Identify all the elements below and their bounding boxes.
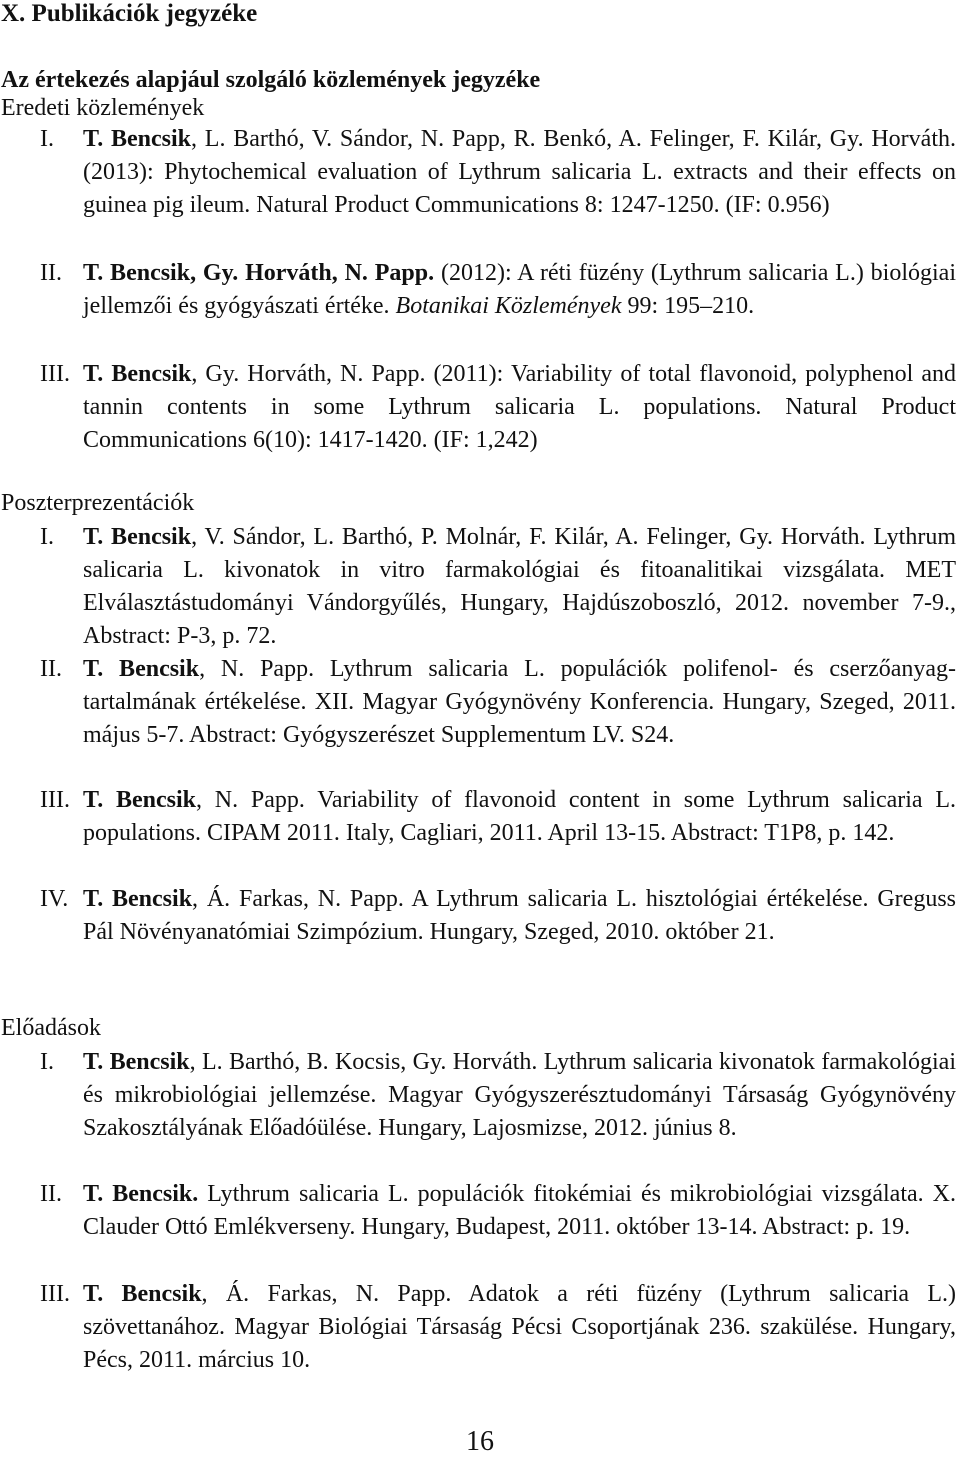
entry-number: I. — [40, 524, 54, 550]
entry-text — [83, 123, 956, 222]
entry-citation: (2012): A réti füzény (Lythrum salicaria L.) biológiai jellemzői és gyógyászati értéke. — [83, 260, 956, 319]
entry-citation-tail: 99: 195–210. — [621, 293, 755, 319]
entry-citation: , V. Sándor, L. Barthó, P. Molnár, F. Kilár, A. Felinger, Gy. Horváth. Lythrum salicaria L. kivonatok in vitro farmakológiai és fitoanalitikai vizsgálata. MET Elválasztástudományi Vándorgyűlés, Hungary, Hajdúszoboszló, 2012. november 7-9., Abstract: P-3, p. 72. — [83, 524, 956, 649]
entry-lead-author: T. Bencsik. — [83, 1181, 199, 1207]
entry-number: III. — [40, 787, 70, 813]
section-heading-posters: Poszterprezentációk — [1, 490, 195, 516]
entry-citation: , N. Papp. Variability of flavonoid content in some Lythrum salicaria L. populations. CIPAM 2011. Italy, Cagliari, 2011. April 13-15. Abstract: T1P8, p. 142. — [83, 787, 956, 846]
journal-name: Botanikai Közlemények — [395, 293, 622, 319]
entry-lead-author: T. Bencsik — [83, 787, 197, 813]
entry-lead-author: T. Bencsik, Gy. Horváth, N. Papp. — [83, 260, 435, 286]
entry-text — [83, 653, 956, 752]
entry-number: I. — [40, 1049, 54, 1075]
entry-number: II. — [40, 260, 62, 286]
entry-text — [83, 358, 956, 457]
entry-number: III. — [40, 1281, 70, 1307]
page-number: 16 — [466, 1426, 494, 1457]
entry-number: II. — [40, 656, 62, 682]
entry-lead-author: T. Bencsik — [83, 524, 192, 550]
entry-lead-author: T. Bencsik — [83, 1049, 190, 1075]
entry-citation: , L. Barthó, B. Kocsis, Gy. Horváth. Lythrum salicaria kivonatok farmakológiai és mikrobiológiai jellemzése. Magyar Gyógyszerésztudományi Társaság Gyógynövény Szakosztályának Előadóülése. Hungary, Lajosmizse, 2012. június 8. — [83, 1049, 956, 1141]
entry-text — [83, 257, 956, 323]
entry-lead-author: T. Bencsik — [83, 656, 200, 682]
section-heading-original: Eredeti közlemények — [1, 95, 205, 121]
publication-list-heading: Az értekezés alapjául szolgáló közlemények jegyzéke — [1, 67, 541, 93]
entry-text — [83, 521, 956, 653]
entry-citation: , Á. Farkas, N. Papp. Adatok a réti füzény (Lythrum salicaria L.) szövettanához. Magyar Biológiai Társaság Pécsi Csoportjának 236. szakülése. Hungary, Pécs, 2011. március 10. — [83, 1281, 956, 1373]
entry-citation: , N. Papp. Lythrum salicaria L. populációk polifenol- és cserzőanyag-tartalmának értékelése. XII. Magyar Gyógynövény Konferencia. Hungary, Szeged, 2011. május 5-7. Abstract: Gyógyszerészet Supplementum LV. S24. — [83, 656, 956, 748]
entry-text — [83, 883, 956, 949]
entry-lead-author: T. Bencsik — [83, 886, 193, 912]
section-heading-talks: Előadások — [1, 1015, 101, 1041]
entry-text — [83, 1178, 956, 1244]
entry-citation: , Á. Farkas, N. Papp. A Lythrum salicaria L. hisztológiai értékelése. Greguss Pál Növényanatómiai Szimpózium. Hungary, Szeged, 2010. október 21. — [83, 886, 956, 945]
entry-text — [83, 1046, 956, 1145]
entry-text — [83, 784, 956, 850]
entry-lead-author: T. Bencsik — [83, 361, 192, 387]
entry-number: III. — [40, 361, 70, 387]
entry-citation: , L. Barthó, V. Sándor, N. Papp, R. Benkó, A. Felinger, F. Kilár, Gy. Horváth. (2013): Phytochemical evaluation of Lythrum salicaria L. extracts and their effects on guinea pig ileum. Natural Product Communications 8: 1247-1250. (IF: 0.956) — [83, 126, 956, 218]
entry-lead-author: T. Bencsik — [83, 1281, 202, 1307]
entry-text — [83, 1278, 956, 1377]
entry-number: IV. — [40, 886, 69, 912]
entry-citation: Lythrum salicaria L. populációk fitokémiai és mikrobiológiai vizsgálata. X. Clauder Ottó Emlékverseny. Hungary, Budapest, 2011. október 13-14. Abstract: p. 19. — [83, 1181, 956, 1240]
entry-number: I. — [40, 126, 54, 152]
entry-lead-author: T. Bencsik — [83, 126, 192, 152]
chapter-title: X. Publikációk jegyzéke — [1, 0, 258, 27]
entry-number: II. — [40, 1181, 62, 1207]
entry-citation: , Gy. Horváth, N. Papp. (2011): Variability of total flavonoid, polyphenol and tannin contents in some Lythrum salicaria L. populations. Natural Product Communications 6(10): 1417-1420. (IF: 1,242) — [83, 361, 957, 453]
